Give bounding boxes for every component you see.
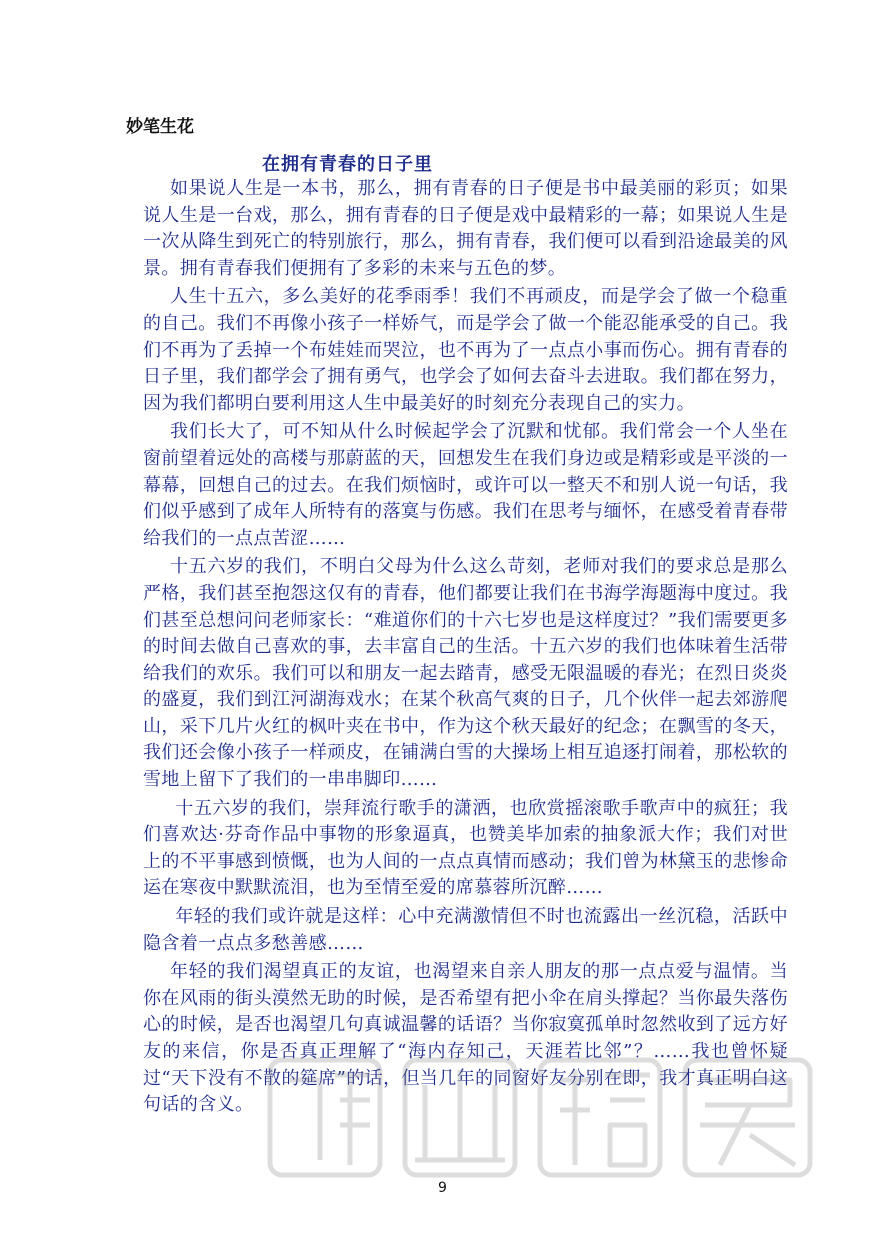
paragraph: 十五六岁的我们，崇拜流行歌手的潇洒，也欣赏摇滚歌手歌声中的疯狂；我们喜欢达·芬奇作品中事物的形象逼真，也赞美毕加索的抽象派大作；我们对世上的不平事感到愤慨，也为人间的一点点真情而感动；我们曾为林黛玉的悲惨命运在寒夜中默默流泪，也为至情至爱的席慕蓉所沉醉…… (143, 797, 788, 899)
paragraph: 人生十五六，多么美好的花季雨季！我们不再顽皮，而是学会了做一个稳重的自己。我们不再像小孩子一样娇气，而是学会了做一个能忍能承受的自己。我们不再为了丢掉一个布娃娃而哭泣，也不再为了一点点小事而伤心。拥有青春的日子里，我们都学会了拥有勇气，也学会了如何去奋斗去进取。我们都在努力，因为我们都明白要利用这人生中最美好的时刻充分表现自己的实力。 (143, 286, 788, 414)
paragraph: 如果说人生是一本书，那么，拥有青春的日子便是书中最美丽的彩页；如果说人生是一台戏，那么，拥有青春的日子便是戏中最精彩的一幕；如果说人生是一次从降生到死亡的特别旅行，那么，拥有青春，我们便可以看到沿途最美的风景。拥有青春我们便拥有了多彩的未来与五色的梦。 (143, 178, 788, 279)
paragraph: 十五六岁的我们，不明白父母为什么这么苛刻，老师对我们的要求总是那么严格，我们甚至抱怨这仅有的青春，他们都要让我们在书海学海题海中度过。我们甚至总想问问老师家长：“难道你们的十六七岁也是这样度过？”我们需要更多的时间去做自己喜欢的事，去丰富自己的生活。十五六岁的我们也体味着生活带给我们的欢乐。我们可以和朋友一起去踏青，感受无限温暖的春光；在烈日炎炎的盛夏，我们到江河湖海戏水；在某个秋高气爽的日子，几个伙伴一起去郊游爬山，采下几片火红的枫叶夹在书中，作为这个秋天最好的纪念；在飘雪的冬天，我们还会像小孩子一样顽皮，在铺满白雪的大操场上相互追逐打闹着，那松软的雪地上留下了我们的一串串脚印…… (143, 556, 788, 791)
essay-title: 在拥有青春的日子里 (262, 154, 433, 175)
section-title: 妙笔生花 (126, 117, 194, 137)
paragraph: 我们长大了，可不知从什么时候起学会了沉默和忧郁。我们常会一个人坐在窗前望着远处的高楼与那蔚蓝的天，回想发生在我们身边或是精彩或是平淡的一幕幕，回想自己的过去。在我们烦恼时，或许可以一整天不和别人说一句话，我们似乎感到了成年人所特有的落寞与伤感。我们在思考与缅怀，在感受着青春带给我们的一点点苦涩…… (143, 421, 788, 549)
paragraph: 年轻的我们渴望真正的友谊，也渴望来自亲人朋友的那一点点爱与温情。当你在风雨的街头漠然无助的时候，是否希望有把小伞在肩头撑起？当你最失落伤心的时候，是否也渴望几句真诚温馨的话语？当你寂寞孤单时忽然收到了远方好友的来信，你是否真正理解了“海内存知己，天涯若比邻”？……我也曾怀疑过“天下没有不散的筵席”的话，但当几年的同窗好友分别在即，我才真正明白这句话的含义。 (143, 961, 788, 1116)
paragraph: 年轻的我们或许就是这样：心中充满激情但不时也流露出一丝沉稳，活跃中隐含着一点点多愁善感…… (143, 906, 788, 954)
page-number: 9 (438, 1180, 447, 1196)
essay-body (143, 176, 788, 1121)
